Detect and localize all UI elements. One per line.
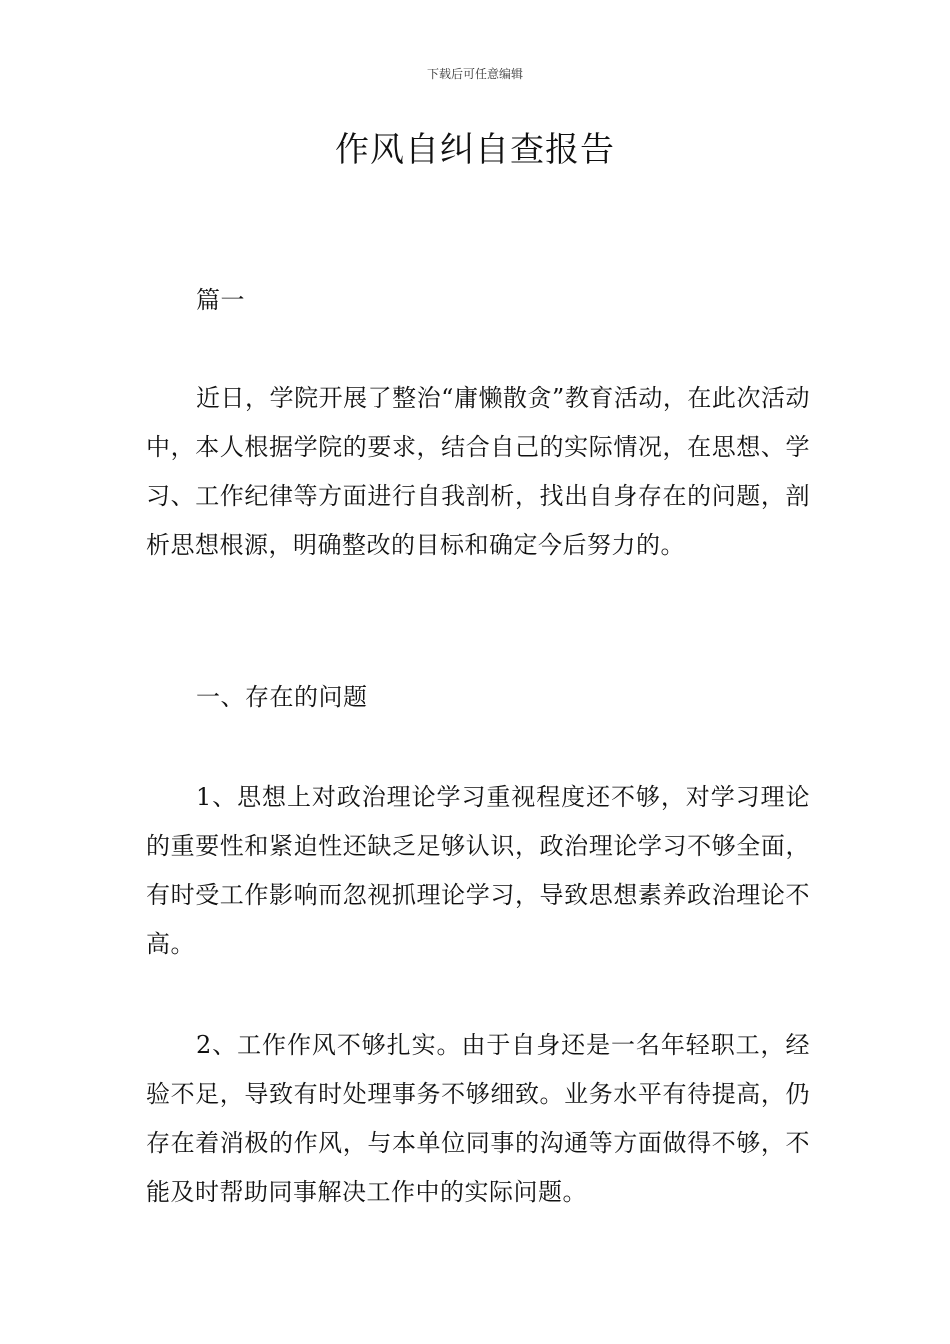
problem-item-2: 2、工作作风不够扎实。由于自身还是一名年轻职工，经验不足，导致有时处理事务不够细致。业务水平有待提高，仍存在着消极的作风，与本单位同事的沟通等方面做得不够，不能及时帮助同事解决工作中的实际问题。 xyxy=(146,1031,810,1206)
document-title: 作风自纠自查报告 xyxy=(335,130,615,170)
heading-problems: 一、存在的问题 xyxy=(196,683,368,711)
problem-item-1: 1、思想上对政治理论学习重视程度还不够，对学习理论的重要性和紧迫性还缺乏足够认识，政治理论学习不够全面，有时受工作影响而忽视抓理论学习，导致思想素养政治理论不高。 xyxy=(146,783,810,958)
section-label: 篇一 xyxy=(196,286,245,314)
header-note: 下载后可任意编辑 xyxy=(426,67,523,81)
intro-paragraph: 近日，学院开展了整治“庸懒散贪”教育活动，在此次活动中，本人根据学院的要求，结合自己的实际情况，在思想、学习、工作纪律等方面进行自我剖析，找出自身存在的问题，剖析思想根源，明确整改的目标和确定今后努力的。 xyxy=(146,384,810,559)
